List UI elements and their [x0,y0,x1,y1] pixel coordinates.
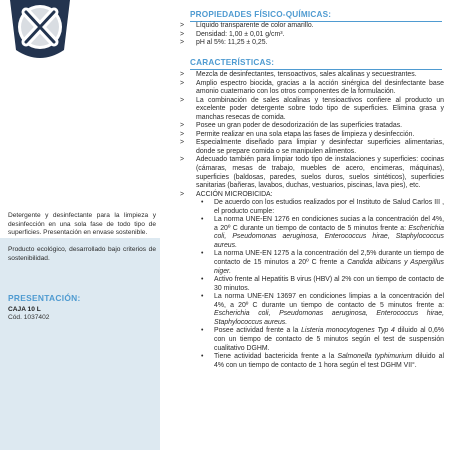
list-item: > Permite realizar en una sola etapa las fases de limpieza y desinfección. [178,131,444,140]
features-list [178,71,444,370]
features-title: CARACTERÍSTICAS: [190,58,275,67]
micro-text: diluido al 0,6% con un tiempo de contacto de 5 minutos según el test de suspensión cualitativo DGHM. [214,327,445,352]
list-item: > Mezcla de desinfectantes, tensoactivos, sales alcalinas y secuestrantes. [178,71,444,80]
list-item: > Especialmente diseñado para limpiar y desinfectar superficies alimentarias, donde se prepare comida o se manipulen alimentos. [178,139,444,156]
microbicidal-list [196,199,444,370]
product-description [8,212,156,272]
list-item [196,353,444,370]
list-item: > Líquido transparente de color amarillo. [178,22,444,31]
micro-text: diluido al 4% con un tiempo de contacto de 1 hora según el test DGHM VII°. [214,353,444,369]
brand-logo-icon [4,0,76,62]
list-item: > Posee un gran poder de desodorización de las superficies tratadas. [178,122,444,131]
micro-species: Salmonella typhimurium [337,353,413,361]
micro-text: Activo frente al Hepatitis B virus (HBV) al 2% con un tiempo de contacto de 30 minutos. [214,276,444,292]
list-item [196,199,444,216]
description-paragraph: Detergente y desinfectante para la limpieza y desinfección en una sola fase de todo tipo de superficies. Presentación en envase sostenible. [8,212,156,237]
list-item: > Adecuado también para limpiar todo tipo de instalaciones y superficies: cocinas (cámaras, mesas de trabajo, muebles de acero, encimeras, máquinas), superficies (baldosas, paredes, suelos duros, suelos sintéticos), superficies sanitarias (bañeras, lavabos, duchas, vestuarios, piscinas, lava pies), etc. [178,156,444,190]
micro-species: Escherichia coli, Pseudomonas aeruginosa, Enterococcus hirae, Staphylococcus aureus. [214,310,444,326]
micro-text: Tiene actividad bactericida frente a la [214,353,338,361]
micro-species: Candida albicans y Aspergillus niger. [214,259,444,275]
microbicidal-heading: ACCIÓN MICROBICIDA: [196,190,273,198]
list-item [196,250,444,276]
micro-text: La norma UNE-EN 1276 en condiciones sucias a la concentración del 4%, a 20º C durante un tiempo de contacto de 5 minutos frente a: [214,216,444,232]
list-item: > La combinación de sales alcalinas y tensioactivos confiere al producto un excelente poder detergente sobre todo tipo de superficies. Elimina grasa y manchas resecas de comida. [178,97,444,123]
micro-species: Escherichia coli, Pseudomonas aeruginosa, Enterococcus hirae, Staphylococcus aureus. [214,224,444,249]
props-title: PROPIEDADES FÍSICO-QUÍMICAS: [190,10,332,19]
micro-text: Posee actividad frente a la [214,327,302,335]
props-list [178,22,444,48]
box-name: CAJA 10 L [8,306,41,313]
list-item: > Amplio espectro biocida, gracias a la acción sinérgica del desinfectante base amonio cuaternario con los otros componentes de la formulación. [178,80,444,97]
list-item [196,216,444,250]
list-item [196,293,444,327]
micro-text: De acuerdo con los estudios realizados por el Instituto de Salud Carlos III , el producto cumple: [214,199,444,215]
presentation-info [8,306,49,323]
features-rule [190,69,442,70]
box-code: Cód. 1037402 [8,314,50,322]
micro-species: Listeria monocytogenes Typ 4 [301,327,395,335]
list-item [178,191,444,370]
list-item: > Densidad: 1,00 ± 0,01 g/cm³. [178,31,444,40]
micro-text: La norma UNE-EN 1275 a la concentración del 2,5% durante un tiempo de contacto de 15 minutos a 20º C frente a [214,250,444,267]
list-item [196,276,444,293]
presentation-title: PRESENTACIÓN: [8,293,81,303]
description-paragraph: Producto ecológico, desarrollado bajo criterios de sostenibilidad. [8,246,156,262]
list-item: > pH al 5%: 11,25 ± 0,25. [178,39,444,48]
micro-text: La norma UNE-EN 13697 en condiciones limpias a la concentración del 4%, a 20º C durante un tiempo de contacto de 5 minutos frente a: [214,293,444,309]
list-item [196,327,444,353]
